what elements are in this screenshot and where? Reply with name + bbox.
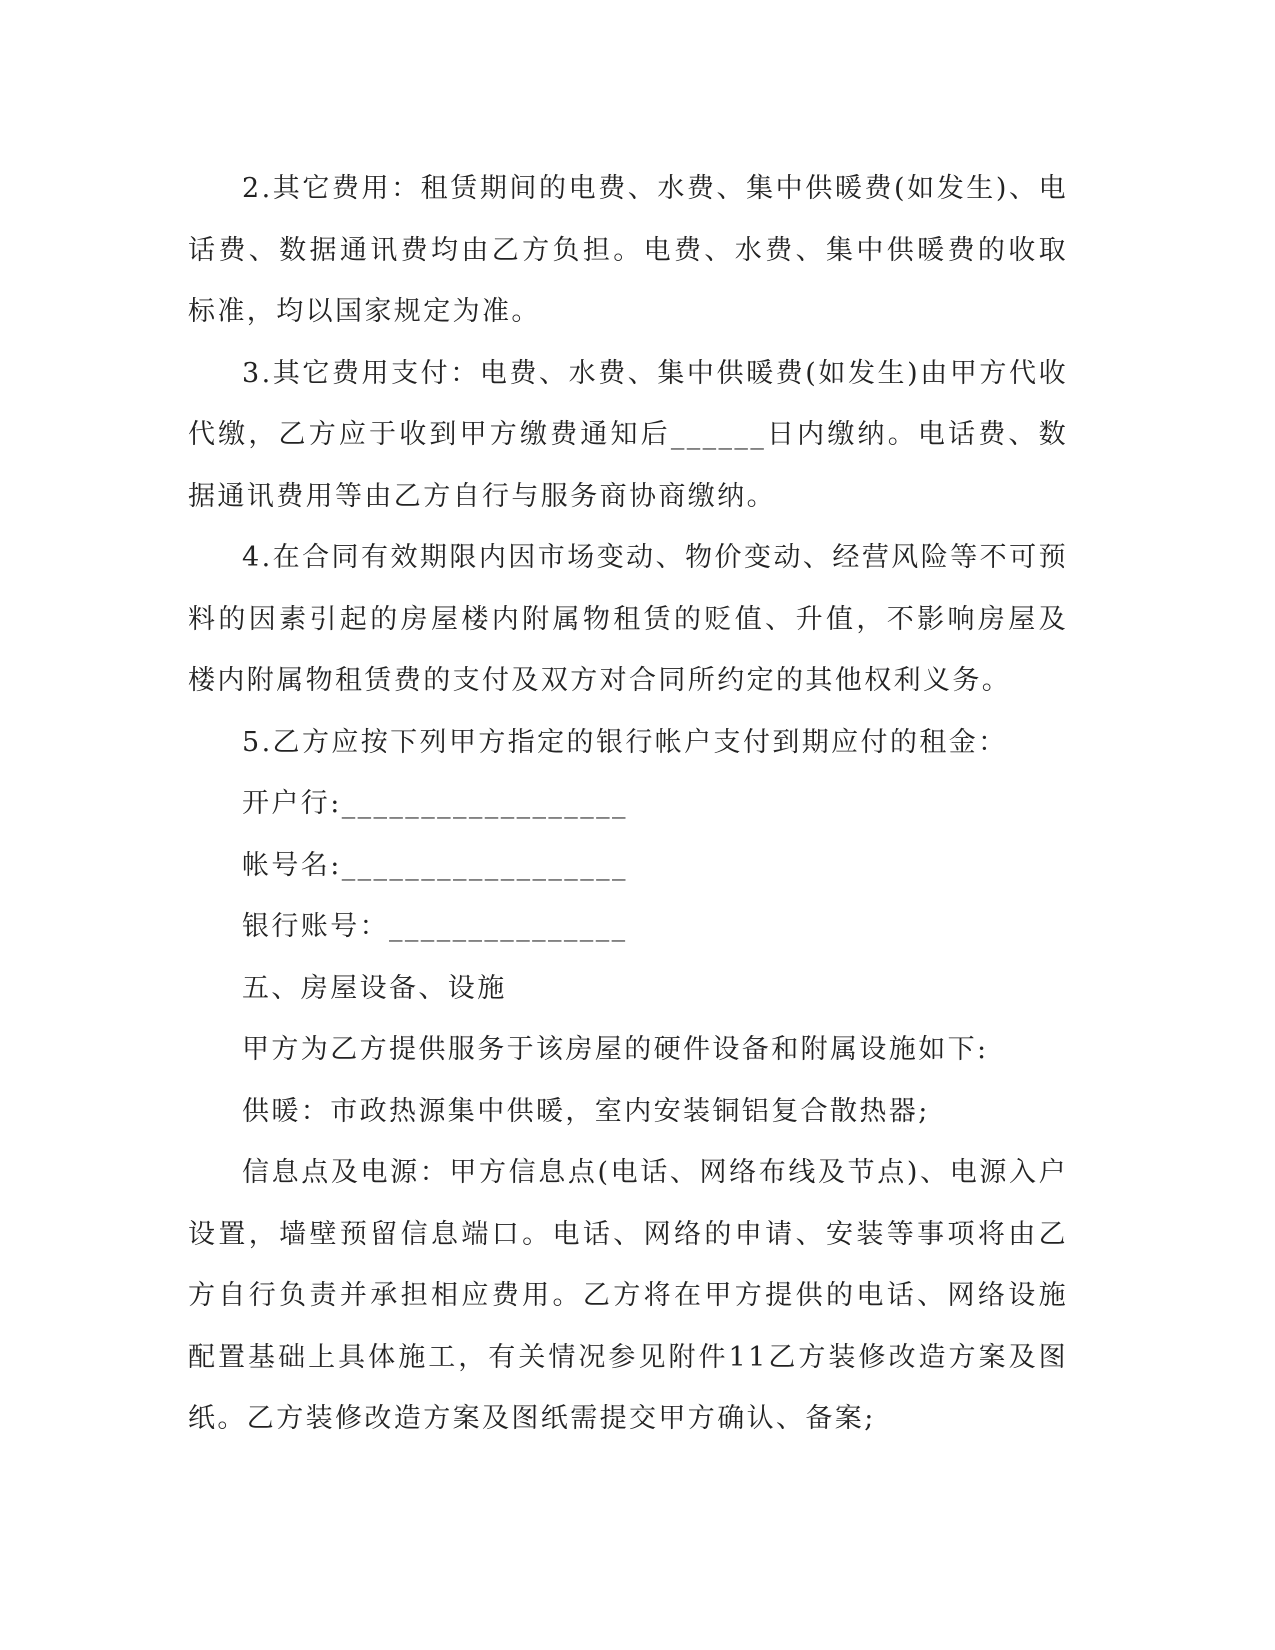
paragraph-market-change: 4.在合同有效期限内因市场变动、物价变动、经营风险等不可预料的因素引起的房屋楼内附属物租赁的贬值、升值，不影响房屋及楼内附属物租赁费的支付及双方对合同所约定的其他权利义务。	[188, 542, 1068, 696]
info-power-paragraph: 信息点及电源：甲方信息点(电话、网络布线及节点)、电源入户设置，墙壁预留信息端口。电话、网络的申请、安装等事项将由乙方自行负责并承担相应费用。乙方将在甲方提供的电话、网络设施配置基础上具体施工，有关情况参见附件11乙方装修改造方案及图纸。乙方装修改造方案及图纸需提交甲方确认、备案;	[188, 1157, 1068, 1434]
bank-field: 开户行:__________________	[242, 788, 628, 819]
heating-paragraph: 供暖：市政热源集中供暖，室内安装铜铝复合散热器;	[242, 1095, 930, 1127]
account-name-field: 帐号名:__________________	[242, 849, 628, 881]
paragraph-bank-account: 5.乙方应按下列甲方指定的银行帐户支付到期应付的租金：	[242, 726, 1008, 758]
paragraph-other-fees: 2.其它费用：租赁期间的电费、水费、集中供暖费(如发生)、电话费、数据通讯费均由乙方负担。电费、水费、集中供暖费的收取标准，均以国家规定为准。	[188, 173, 1068, 327]
document-body	[188, 158, 1068, 1450]
facilities-intro: 甲方为乙方提供服务于该房屋的硬件设备和附属设施如下:	[242, 1034, 989, 1065]
paragraph-fee-payment: 3.其它费用支付：电费、水费、集中供暖费(如发生)由甲方代收代缴，乙方应于收到甲方缴费通知后______日内缴纳。电话费、数据通讯费用等由乙方自行与服务商协商缴纳。	[188, 357, 1068, 512]
account-number-field: 银行账号：_______________	[242, 911, 628, 942]
section-heading: 五、房屋设备、设施	[242, 972, 507, 1004]
